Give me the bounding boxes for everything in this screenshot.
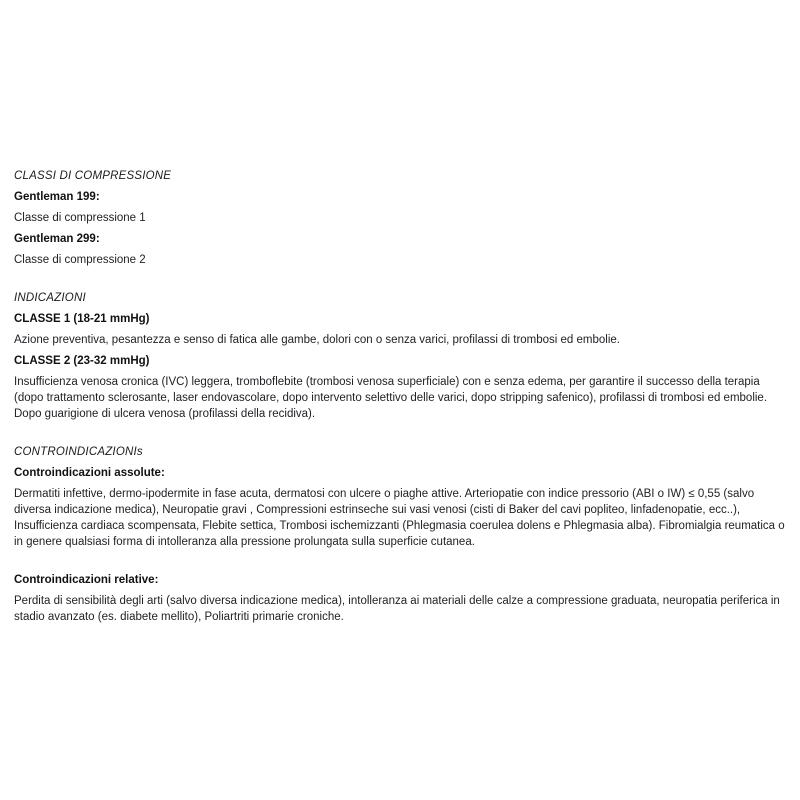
indications-heading: INDICAZIONI <box>14 292 86 304</box>
section-indications <box>14 290 789 422</box>
entry-gentleman-199 <box>14 189 789 226</box>
entry-relative-contraindications <box>14 572 789 625</box>
gentleman-299-label: Gentleman 299: <box>14 233 100 245</box>
entry-class-1 <box>14 311 789 348</box>
entry-class-2 <box>14 353 789 422</box>
class-1-label: CLASSE 1 (18-21 mmHg) <box>14 313 150 325</box>
gentleman-199-text: Classe di compressione 1 <box>14 212 146 224</box>
gentleman-199-label: Gentleman 199: <box>14 191 100 203</box>
section-compression-classes <box>14 168 789 268</box>
class-2-label: CLASSE 2 (23-32 mmHg) <box>14 355 150 367</box>
absolute-contraindications-label: Controindicazioni assolute: <box>14 467 165 479</box>
entry-gentleman-299 <box>14 231 789 268</box>
entry-absolute-contraindications <box>14 465 789 550</box>
contraindications-heading: CONTROINDICAZIONIs <box>14 446 143 458</box>
class-2-text: Insufficienza venosa cronica (IVC) leggera, tromboflebite (trombosi venosa superficiale) con e senza edema, per garantire il successo della terapia (dopo trattamento sclerosante, laser endovascolare, dopo intervento selettivo delle varici, dopo stripping safenico), profilassi di trombosi ed embolie. Dopo guarigione di ulcera venosa (profilassi della recidiva). <box>14 376 768 420</box>
absolute-contraindications-text: Dermatiti infettive, dermo-ipodermite in fase acuta, dermatosi con ulcere o piaghe attive. Arteriopatie con indice pressorio (ABI o IW) ≤ 0,55 (salvo diversa indicazione medica), Neuropatie gravi , Compressioni estrinseche sui vasi venosi (cisti di Baker del cavi popliteo, linfadenopatie, ecc..), Insufficienza cardiaca scompensata, Flebite settica, Trombosi ischemizzanti (Phlegmasia coerulea dolens e Phlegmasia alba). Fibromialgia reumatica o in genere qualsiasi forma di intolleranza alla pressione prolungata sulla superficie cutanea. <box>14 488 785 548</box>
relative-contraindications-text: Perdita di sensibilità degli arti (salvo diversa indicazione medica), intolleranza ai materiali delle calze a compressione graduata, neuropatia periferica in stadio avanzato (es. diabete mellito), Poliartriti primarie croniche. <box>14 595 780 623</box>
section-contraindications <box>14 444 789 625</box>
relative-contraindications-label: Controindicazioni relative: <box>14 574 159 586</box>
gentleman-299-text: Classe di compressione 2 <box>14 254 146 266</box>
compression-classes-heading: CLASSI DI COMPRESSIONE <box>14 170 172 182</box>
class-1-text: Azione preventiva, pesantezza e senso di fatica alle gambe, dolori con o senza varici, profilassi di trombosi ed embolie. <box>14 334 620 346</box>
